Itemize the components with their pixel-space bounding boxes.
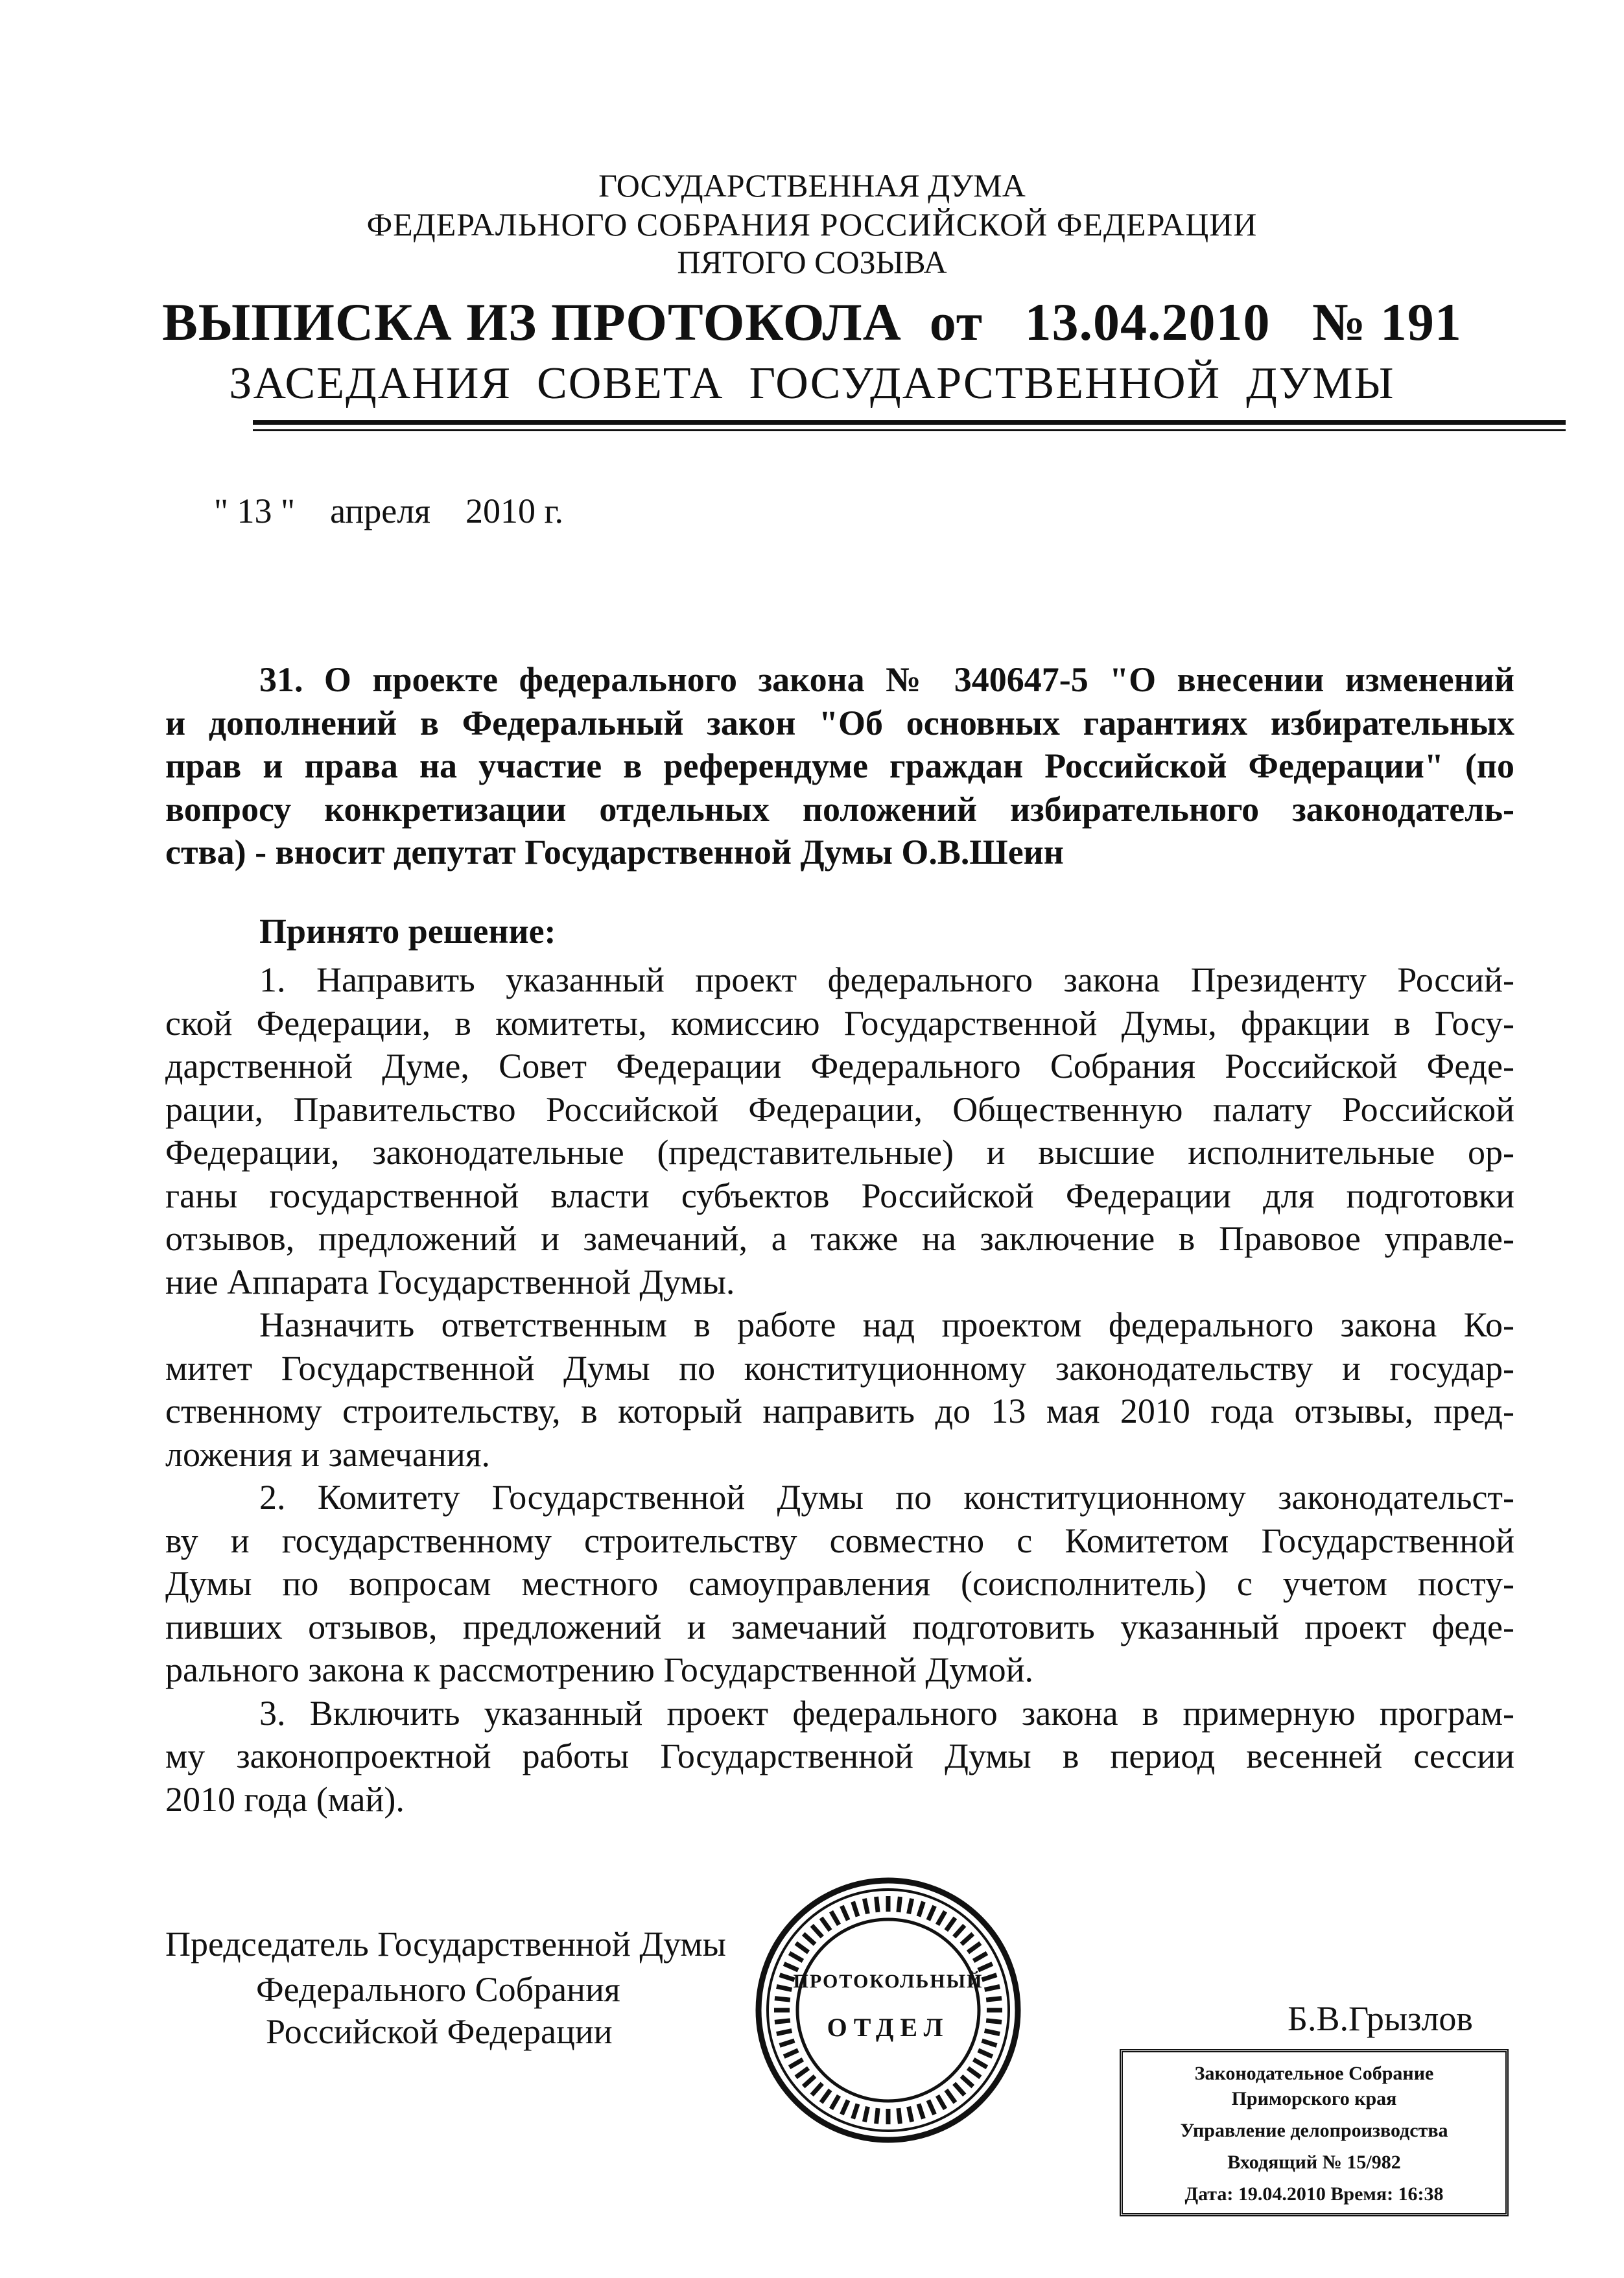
decision-line: Назначить ответственным в работе над проектом федерального закона Ко- [259, 1305, 1514, 1344]
seal-ring-mark [775, 1999, 790, 2000]
seal-ring-mark [777, 2031, 792, 2034]
seal-ring-mark [986, 2021, 1002, 2023]
seal-ring-mark [790, 1953, 803, 1961]
stamp-line: Управление делопроизводства [1180, 2120, 1448, 2141]
stamp-line: Входящий № 15/982 [1227, 2152, 1401, 2173]
seal-ring-mark [853, 2104, 858, 2119]
header-line-3: ПЯТОГО СОЗЫВА [677, 244, 947, 280]
agenda-line: прав и права на участие в референдуме граждан Российской Федерации" (по [165, 746, 1514, 785]
signatory-title-2: Федерального Собрания [256, 1970, 620, 2009]
decision-line: ние Аппарата Государственной Думы. [165, 1262, 735, 1301]
seal-ring-mark [909, 2107, 912, 2122]
seal-ring-mark [877, 2108, 878, 2124]
seal-ring-mark [784, 2050, 798, 2057]
seal-ring-mark [803, 2076, 815, 2087]
seal-ring-mark [796, 2068, 808, 2077]
stamp-line: Законодательное Собрание [1194, 2063, 1434, 2084]
seal-ring-mark [864, 1899, 867, 1914]
seal-ring-mark [946, 1918, 955, 1930]
seal-ring-mark [954, 2083, 965, 2095]
seal-ring-mark [985, 1986, 1000, 1989]
seal-ring-mark [986, 1999, 1002, 2000]
seal-ring-mark [812, 2083, 822, 2095]
seal-ring-mark [982, 1975, 997, 1980]
signatory-name: Б.В.Грызлов [1288, 1999, 1473, 2038]
seal-ring-mark [928, 2100, 935, 2115]
seal-ring-mark [821, 2090, 830, 2102]
decision-text [165, 958, 1514, 1821]
agenda-line: вопросу конкретизации отдельных положений избирательного законодатель- [165, 789, 1514, 829]
seal-ring-mark [777, 1986, 792, 1989]
decision-line: ганы государственной власти субъектов Российской Федерации для подготовки [165, 1176, 1514, 1215]
seal-ring-mark [978, 1964, 993, 1970]
stamp-line: Приморского края [1231, 2088, 1397, 2109]
seal-ring-mark [968, 2068, 980, 2077]
seal-ring-mark [841, 1906, 848, 1920]
document-title: ВЫПИСКА ИЗ ПРОТОКОЛА от 13.04.2010 № 191 [162, 292, 1462, 351]
decision-label: Принято решение: [259, 912, 556, 951]
seal-ring-mark [831, 2096, 839, 2109]
seal-ring-mark [937, 1912, 945, 1925]
seal-ring-mark [899, 2108, 900, 2124]
seal-ring-mark [775, 2021, 790, 2023]
agenda-line: 31. О проекте федерального закона № 340647-5 "О внесении изменений [259, 660, 1514, 699]
seal-ring-mark [985, 2031, 1000, 2034]
header-rule-thick [253, 420, 1566, 425]
decision-line: отзывов, предложений и замечаний, а также на заключение в Правовое управле- [165, 1219, 1514, 1258]
document-subtitle: ЗАСЕДАНИЯ СОВЕТА ГОСУДАРСТВЕННОЙ ДУМЫ [229, 359, 1395, 409]
seal-ring-mark [954, 1925, 965, 1937]
decision-line: 2010 года (май). [165, 1779, 405, 1819]
seal-ring-mark [978, 2050, 993, 2057]
seal-ring-mark [812, 1925, 822, 1937]
seal-ring-mark [831, 1912, 839, 1925]
seal-ring-mark [974, 2059, 987, 2067]
seal-ring-mark [946, 2090, 955, 2102]
decision-line: рального закона к рассмотрению Государственной Думой. [165, 1650, 1034, 1689]
seal-ring-mark [821, 1918, 830, 1930]
seal-ring-mark [961, 1934, 973, 1944]
seal-ring-lettering-marks [774, 1896, 1002, 2124]
decision-line: ственному строительству, в который направить до 13 мая 2010 года отзывы, пред- [165, 1392, 1514, 1430]
seal-ring-mark [796, 1943, 808, 1952]
seal-ring-mark [784, 1964, 798, 1970]
decision-line: му законопроектной работы Государственной Думы в период весенней сессии [165, 1737, 1514, 1775]
decision-line: 3. Включить указанный проект федерального закона в примерную програм- [259, 1693, 1514, 1733]
agenda-line: ства) - вносит депутат Государственной Думы О.В.Шеин [165, 833, 1064, 872]
decision-line: пивших отзывов, предложений и замечаний подготовить указанный проект феде- [165, 1607, 1514, 1646]
seal-ring-mark [780, 1975, 795, 1980]
seal-ring-mark [899, 1897, 900, 1912]
seal-ring-mark [909, 1899, 912, 1914]
decision-line: 2. Комитету Государственной Думы по конституционному законодательст- [259, 1478, 1514, 1517]
header-line-2: ФЕДЕРАЛЬНОГО СОБРАНИЯ РОССИЙСКОЙ ФЕДЕРАЦИИ [366, 206, 1258, 243]
decision-line: Федерации, законодательные (представительные) и высшие исполнительные ор- [165, 1133, 1514, 1172]
seal-ring-mark [919, 2104, 923, 2119]
decision-line: ву и государственному строительству совместно с Комитетом Государственной [165, 1521, 1514, 1560]
seal-ring-mark [982, 2041, 997, 2045]
decision-line: дарственной Думе, Совет Федерации Федерального Собрания Российской Феде- [165, 1047, 1514, 1086]
seal-ring-mark [864, 2107, 867, 2122]
seal-ring-mark [961, 2076, 973, 2087]
seal-ring-mark [919, 1902, 923, 1917]
decision-line: рации, Правительство Российской Федерации, Общественную палату Российской [165, 1089, 1514, 1129]
seal-ring-mark [780, 2041, 795, 2045]
seal-ring-mark [790, 2059, 803, 2067]
seal-ring-mark [968, 1943, 980, 1952]
seal-ring-mark [928, 1906, 935, 1920]
stamp-line: Дата: 19.04.2010 Время: 16:38 [1184, 2183, 1444, 2205]
meeting-date: " 13 " апреля 2010 г. [214, 492, 564, 530]
decision-line: митет Государственной Думы по конституционному законодательству и государ- [165, 1348, 1514, 1388]
header-line-1: ГОСУДАРСТВЕННАЯ ДУМА [598, 167, 1026, 204]
header-rule-thin [253, 429, 1566, 431]
seal-ring-mark [803, 1934, 815, 1944]
decision-line: 1. Направить указанный проект федерального закона Президенту Россий- [259, 960, 1514, 999]
agenda-item-31 [165, 658, 1514, 874]
protocol-department-seal [746, 1874, 1031, 2146]
agenda-line: и дополнений в Федеральный закон "Об основных гарантиях избирательных [165, 703, 1514, 742]
seal-ring-mark [974, 1953, 987, 1961]
seal-ring-mark [841, 2100, 848, 2115]
decision-line: ложения и замечания. [165, 1434, 491, 1474]
signatory-title-3: Российской Федерации [266, 2012, 613, 2051]
seal-inner-text: ПРОТОКОЛЬНЫЙ [793, 1971, 983, 1992]
seal-center-text: ОТДЕЛ [827, 2013, 950, 2042]
decision-line: ской Федерации, в комитеты, комиссию Государственной Думы, фракции в Госу- [165, 1003, 1514, 1043]
registration-stamp [1120, 2049, 1509, 2216]
seal-ring-mark [877, 1897, 878, 1912]
signatory-title-1: Председатель Государственной Думы [165, 1925, 726, 1964]
seal-ring-mark [853, 1902, 858, 1917]
decision-line: Думы по вопросам местного самоуправления (соисполнитель) с учетом посту- [165, 1564, 1514, 1603]
seal-ring-mark [937, 2096, 945, 2109]
